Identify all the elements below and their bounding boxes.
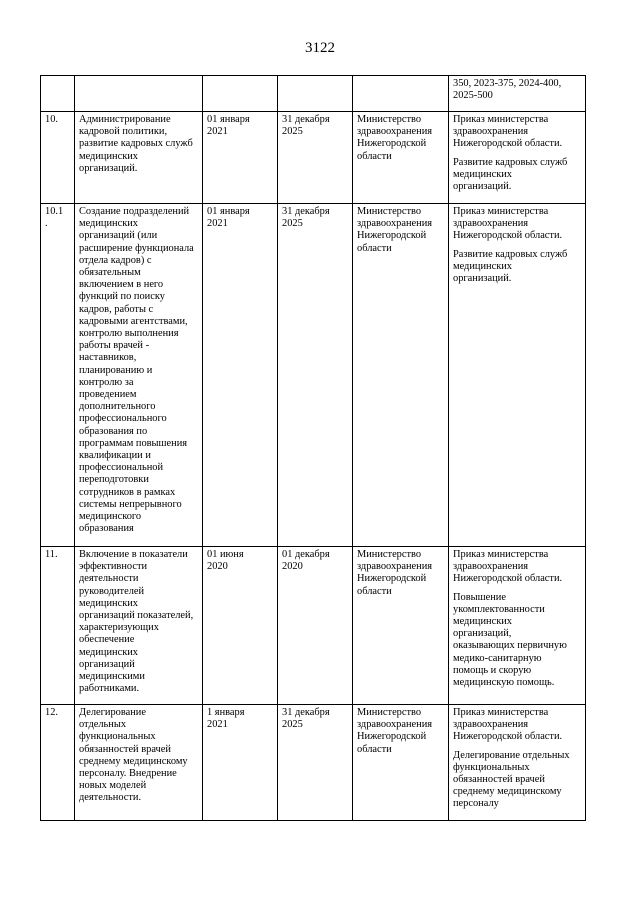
cell-end: 31 декабря 2025 <box>278 204 353 547</box>
cell-result <box>449 112 586 204</box>
table-row <box>41 112 586 204</box>
table-row <box>41 705 586 821</box>
measures-table <box>40 75 586 821</box>
cell-start <box>203 76 278 112</box>
result-order: Приказ министерства здравоохранения Нижегородской области. <box>453 707 563 743</box>
table-row <box>41 204 586 547</box>
result-order: Приказ министерства здравоохранения Нижегородской области. <box>453 206 563 242</box>
table-row-continuation <box>41 76 586 112</box>
cell-name: Администрирование кадровой политики, развитие кадровых служб медицинских организаций. <box>75 112 203 204</box>
cell-num: 10.1 . <box>41 204 75 547</box>
result-outcome: Развитие кадровых служб медицинских организаций. <box>453 156 568 193</box>
cell-executor: Министерство здравоохранения Нижегородской области <box>353 547 449 705</box>
cell-result <box>449 204 586 547</box>
cell-end: 31 декабря 2025 <box>278 705 353 821</box>
cell-num: 12. <box>41 705 75 821</box>
cell-end: 31 декабря 2025 <box>278 112 353 204</box>
cell-num <box>41 76 75 112</box>
cell-executor: Министерство здравоохранения Нижегородской области <box>353 204 449 547</box>
result-outcome: Делегирование отдельных функциональных обязанностей врачей среднему медицинскому персоналу <box>453 749 570 810</box>
cell-result <box>449 547 586 705</box>
cell-executor: Министерство здравоохранения Нижегородской области <box>353 705 449 821</box>
result-outcome: Развитие кадровых служб медицинских организаций. <box>453 248 568 285</box>
result-order: Приказ министерства здравоохранения Нижегородской области. <box>453 114 563 150</box>
cell-start: 1 января 2021 <box>203 705 278 821</box>
cell-result: 350, 2023-375, 2024-400, 2025-500 <box>449 76 586 112</box>
page-number: 3122 <box>305 40 335 56</box>
cell-start: 01 января 2021 <box>203 204 278 547</box>
cell-name: Включение в показатели эффективности деятельности руководителей медицинских организаций показателей, характеризующих обеспечение медицинских организаций медицинскими работниками. <box>75 547 203 705</box>
cell-num: 11. <box>41 547 75 705</box>
table-row <box>41 547 586 705</box>
cell-end: 01 декабря 2020 <box>278 547 353 705</box>
cell-executor <box>353 76 449 112</box>
cell-start: 01 января 2021 <box>203 112 278 204</box>
result-order: Приказ министерства здравоохранения Нижегородской области. <box>453 549 563 585</box>
cell-name: Делегирование отдельных функциональных обязанностей врачей среднему медицинскому персоналу. Внедрение новых моделей деятельности. <box>75 705 203 821</box>
cell-start: 01 июня 2020 <box>203 547 278 705</box>
result-outcome: Повышение укомплектованности медицинских организаций, оказывающих первичную медико-санитарную помощь и скорую медицинскую помощь. <box>453 591 567 689</box>
cell-executor: Министерство здравоохранения Нижегородской области <box>353 112 449 204</box>
cell-end <box>278 76 353 112</box>
cell-name: Создание подразделений медицинских организаций (или расширение функционала отдела кадров) с обязательным включением в него функций по поиску кадров, работы с кадровыми агентствами, контролю выполнения работы врачей - наставников, планированию и контролю за проведением дополнительного профессионального образования по программам повышения квалификации и профессиональной переподготовки сотрудников в рамках системы непрерывного медицинского образования <box>75 204 203 547</box>
cell-result <box>449 705 586 821</box>
cell-num: 10. <box>41 112 75 204</box>
cell-name <box>75 76 203 112</box>
